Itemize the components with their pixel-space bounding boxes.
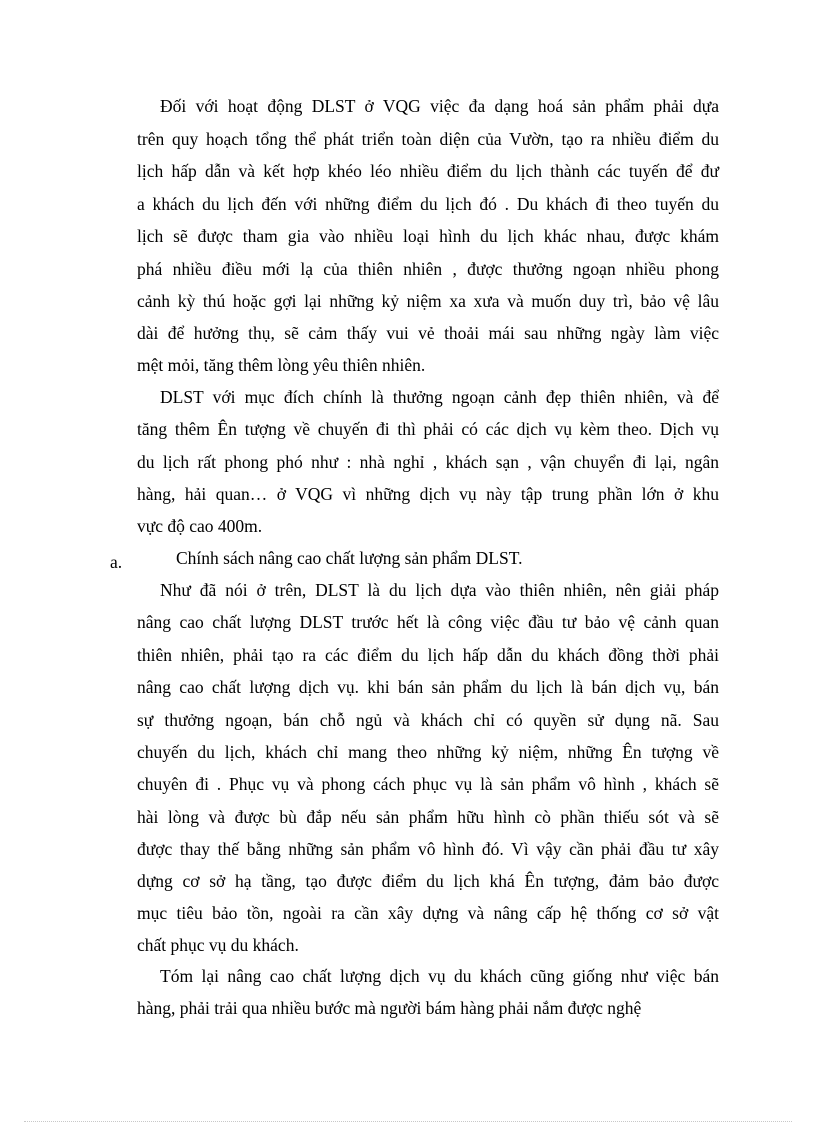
- text-line: Đối với hoạt động DLST ở VQG việc đa dạng hoá sản phẩm phải dựa: [160, 96, 719, 116]
- text-line: cảnh kỳ thú hoặc gợi lại những kỷ niệm xa xưa và muốn duy trì, bảo vệ lâu: [137, 291, 719, 311]
- text-line: lịch hấp dẫn và kết hợp khéo léo nhiều điểm du lịch thành các tuyến để đư: [137, 161, 719, 181]
- text-line: mục tiêu bảo tồn, ngoài ra cần xây dựng và nâng cấp hệ thống cơ sở vật: [137, 903, 719, 923]
- text-line: vực độ cao 400m.: [137, 516, 263, 536]
- text-line: hàng, hải quan… ở VQG vì những dịch vụ này tập trung phần lớn ở khu: [137, 484, 719, 504]
- text-line: thiên nhiên, phải tạo ra các điểm du lịch hấp dẫn du khách đồng thời phải: [137, 645, 719, 665]
- text-line: DLST với mục đích chính là thưởng ngoạn cảnh đẹp thiên nhiên, và để: [160, 387, 719, 407]
- text-line: nâng cao chất lượng dịch vụ. khi bán sản phẩm du lịch là bán dịch vụ, bán: [137, 677, 719, 697]
- section-title: Chính sách nâng cao chất lượng sản phẩm DLST.: [176, 548, 523, 568]
- text-line: Như đã nói ở trên, DLST là du lịch dựa vào thiên nhiên, nên giải pháp: [160, 580, 719, 600]
- text-line: phá nhiều điều mới lạ của thiên nhiên , được thưởng ngoạn nhiều phong: [137, 259, 719, 279]
- text-line: hàng, phải trải qua nhiều bước mà người bám hàng phải nắm được nghệ: [137, 998, 642, 1018]
- text-line: dài để hưởng thụ, sẽ cảm thấy vui vẻ thoải mái sau những ngày làm việc: [137, 323, 719, 343]
- text-line: hài lòng và được bù đắp nếu sản phẩm hữu hình cò phần thiếu sót và sẽ: [137, 807, 719, 827]
- text-line: a khách du lịch đến với những điểm du lịch đó . Du khách đi theo tuyến du: [137, 194, 719, 214]
- text-line: trên quy hoạch tổng thể phát triển toàn diện của Vườn, tạo ra nhiều điểm du: [137, 129, 719, 149]
- text-line: mệt mỏi, tăng thêm lòng yêu thiên nhiên.: [137, 355, 426, 375]
- text-line: nâng cao chất lượng DLST trước hết là công việc đầu tư bảo vệ cảnh quan: [137, 612, 719, 632]
- text-line: Tóm lại nâng cao chất lượng dịch vụ du khách cũng giống như việc bán: [160, 966, 719, 986]
- text-line: sự thưởng ngoạn, bán chỗ ngủ và khách chỉ có quyền sử dụng nã. Sau: [137, 710, 719, 730]
- list-marker: a.: [110, 552, 123, 572]
- text-line: tăng thêm Ên tượng về chuyến đi thì phải có các dịch vụ kèm theo. Dịch vụ: [137, 419, 719, 439]
- text-line: du lịch rất phong phó như : nhà nghỉ , khách sạn , vận chuyển đi lại, ngân: [137, 452, 719, 472]
- text-line: lịch sẽ được tham gia vào nhiều loại hình du lịch khác nhau, được khám: [137, 226, 719, 246]
- text-line: được thay thế bằng những sản phẩm vô hình đó. Vì vậy cần phải đầu tư xây: [137, 839, 719, 859]
- text-line: chuyên đi . Phục vụ và phong cách phục vụ là sản phẩm vô hình , khách sẽ: [137, 774, 719, 794]
- text-line: chuyến du lịch, khách chỉ mang theo những kỷ niệm, những Ên tượng về: [137, 742, 719, 762]
- page-bottom-border: [24, 1121, 792, 1122]
- text-line: chất phục vụ du khách.: [137, 935, 299, 955]
- text-line: dựng cơ sở hạ tầng, tạo được điểm du lịch khá Ên tượng, đảm bảo được: [137, 871, 719, 891]
